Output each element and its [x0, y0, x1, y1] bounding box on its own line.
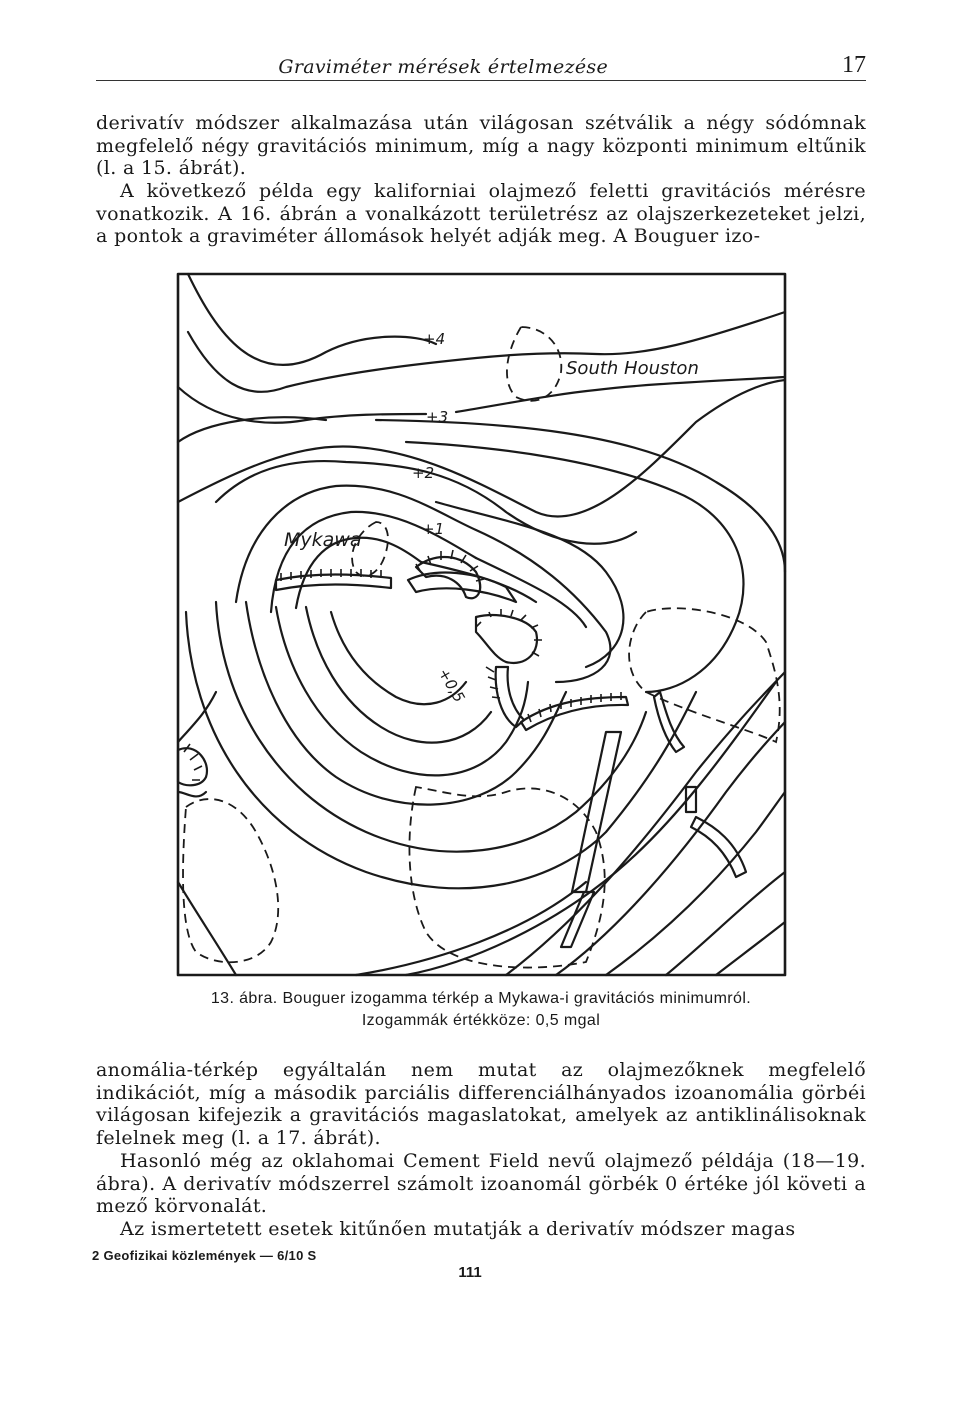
label-contour-plus1: +1: [422, 520, 445, 538]
contour-line: [178, 882, 236, 975]
isogamma-map: [176, 272, 787, 977]
contour-line: [186, 612, 696, 888]
label-contour-plus4: +4: [423, 330, 446, 348]
dashed-minimum-outline: [183, 799, 278, 962]
contour-line: [556, 722, 785, 975]
running-title: Graviméter mérések értelmezése: [278, 56, 608, 78]
running-header: [96, 52, 866, 86]
label-mykawa: Mykawa: [284, 529, 362, 551]
contour-line: [716, 922, 785, 975]
contour-line: [216, 602, 646, 852]
oil-structure-hatching: [184, 550, 621, 780]
oil-structure-outline: [572, 732, 621, 892]
label-contour-plus3: +3: [426, 408, 449, 426]
oil-structure-outline: [521, 697, 628, 730]
sheet-number: 111: [458, 1264, 482, 1281]
contour-line: [276, 607, 528, 775]
contour-line: [188, 274, 436, 365]
contour-line: [236, 486, 610, 682]
contour-line: [406, 442, 744, 692]
oil-structure-outline: [691, 817, 746, 877]
contour-line: [306, 607, 491, 743]
dashed-minimum-outline: [507, 327, 561, 401]
contour-line: [506, 672, 785, 975]
paragraph-intro-continued: derivatív módszer alkalmazása után világosan szétválik a négy sódómnak megfelelő négy gravitációs minimum, míg a nagy központi minimum eltűnik (l. a 15. ábrát).: [96, 112, 866, 180]
contour-line: [178, 692, 216, 742]
isogamma-map-figure: [176, 272, 787, 977]
figure-caption-title: 13. ábra. Bouguer izogamma térkép a Mykawa-i gravitációs minimumról.: [210, 990, 752, 1007]
contour-line: [188, 312, 785, 392]
contour-line: [271, 512, 476, 612]
label-south-houston: South Houston: [566, 358, 699, 379]
contour-line: [246, 602, 566, 805]
sheet-signature: 2 Geofizikai közlemények — 6/10 S: [92, 1248, 317, 1263]
dashed-minimum-outline: [629, 608, 780, 742]
contour-line: [178, 792, 206, 796]
header-rule: [96, 80, 866, 81]
paragraph-cement-field: Hasonló még az oklahomai Cement Field nevű olajmező példája (18—19. ábra). A derivatív módszerrel számolt izoanomál görbék 0 értéke jól követi a mező körvonalát.: [96, 1150, 866, 1218]
page-number: 17: [842, 52, 866, 78]
oil-structure-outline: [476, 615, 537, 663]
contour-line: [666, 872, 785, 975]
figure-caption-interval: Izogammák értékköze: 0,5 mgal: [361, 1012, 601, 1029]
label-contour-plus05: +0,5: [434, 665, 469, 706]
paragraph-california-example: A következő példa egy kaliforniai olajmező feletti gravitációs mérésre vonatkozik. A 16. ábrán a vonalkázott területrész az olajszerkezeteket jelzi, a pontok a graviméter állomások helyét adják meg. A Bouguer izo-: [96, 180, 866, 248]
contour-line: [421, 562, 536, 602]
contour-line: [406, 682, 776, 975]
paragraph-conclusion-start: Az ismertetett esetek kitűnően mutatják a derivatív módszer magas: [120, 1218, 796, 1240]
label-contour-plus2: +2: [412, 464, 435, 482]
contour-line: [456, 377, 785, 412]
map-frame: [178, 274, 785, 975]
oil-structure-outline: [276, 575, 391, 591]
paragraph-anomaly-map: anomália-térkép egyáltalán nem mutat az olajmezőknek megfelelő indikációt, míg a második parciális differenciálhányados izoanomália görbéi világosan kifejezik a gravitációs magaslatokat, amelyek az antiklinálisoknak felelnek meg (l. a 17. ábrát).: [96, 1059, 866, 1149]
